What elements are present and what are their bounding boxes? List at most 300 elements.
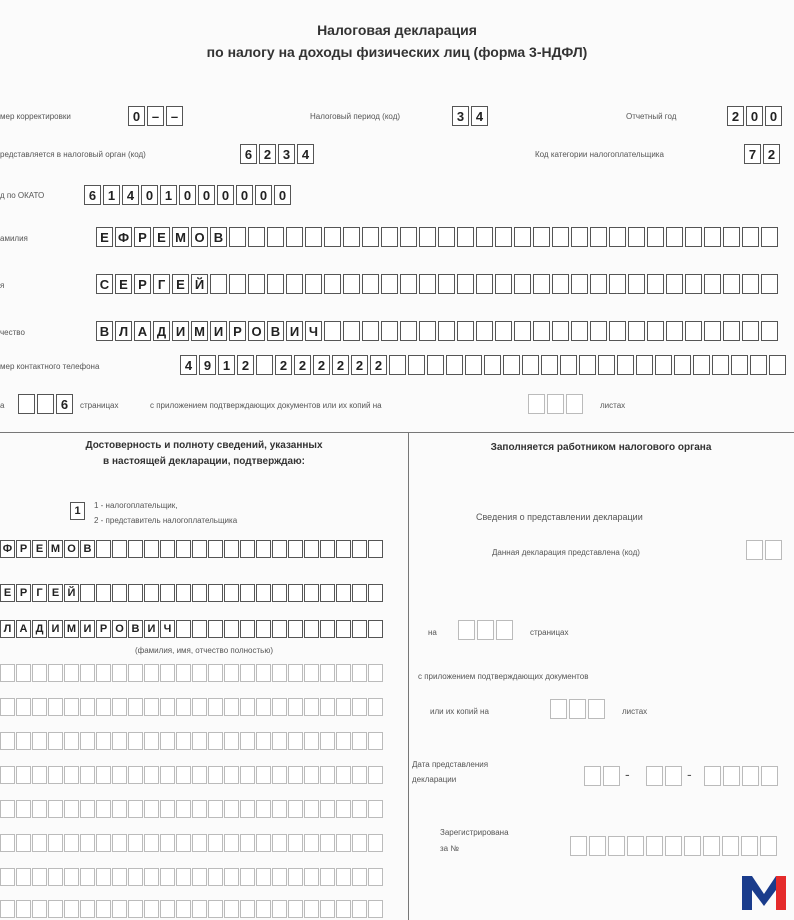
empty-row-6-cell[interactable] — [304, 834, 319, 852]
phone-boxes-cell[interactable] — [712, 355, 729, 375]
empty-row-2-cell[interactable] — [320, 698, 335, 716]
empty-row-4-cell[interactable] — [48, 766, 63, 784]
signer-row2-cell[interactable] — [352, 584, 367, 602]
name-boxes-cell[interactable] — [685, 274, 702, 294]
empty-row-7-cell[interactable] — [144, 868, 159, 886]
name-boxes-cell[interactable] — [476, 274, 493, 294]
empty-row-8-cell[interactable] — [256, 900, 271, 918]
empty-row-4-cell[interactable] — [128, 766, 143, 784]
patronymic-boxes[interactable] — [96, 321, 780, 341]
patronymic-boxes-cell[interactable] — [514, 321, 531, 341]
name-boxes-cell[interactable]: Р — [134, 274, 151, 294]
surname-boxes[interactable] — [96, 227, 780, 247]
date-day-boxes-cell[interactable] — [603, 766, 620, 786]
empty-row-6-cell[interactable] — [128, 834, 143, 852]
signer-row3-cell[interactable]: Д — [32, 620, 47, 638]
empty-row-1-cell[interactable] — [336, 664, 351, 682]
empty-row-1-cell[interactable] — [16, 664, 31, 682]
empty-row-7-cell[interactable] — [48, 868, 63, 886]
empty-row-8-cell[interactable] — [176, 900, 191, 918]
signer-code-box[interactable] — [70, 502, 86, 520]
empty-row-1[interactable] — [0, 664, 384, 682]
empty-row-1-cell[interactable] — [272, 664, 287, 682]
date-year-boxes-cell[interactable] — [723, 766, 740, 786]
empty-row-1-cell[interactable] — [368, 664, 383, 682]
empty-row-8-cell[interactable] — [160, 900, 175, 918]
empty-row-3-cell[interactable] — [224, 732, 239, 750]
signer-row1-cell[interactable] — [128, 540, 143, 558]
empty-row-1-cell[interactable] — [192, 664, 207, 682]
empty-row-4-cell[interactable] — [272, 766, 287, 784]
empty-row-2[interactable] — [0, 698, 384, 716]
right-pages-boxes-cell[interactable] — [496, 620, 513, 640]
signer-row2-cell[interactable] — [320, 584, 335, 602]
empty-row-6-cell[interactable] — [16, 834, 31, 852]
signer-row2-cell[interactable]: Е — [0, 584, 15, 602]
surname-boxes-cell[interactable] — [666, 227, 683, 247]
surname-boxes-cell[interactable] — [647, 227, 664, 247]
signer-row1-cell[interactable]: Е — [32, 540, 47, 558]
empty-row-6-cell[interactable] — [320, 834, 335, 852]
name-boxes-cell[interactable]: С — [96, 274, 113, 294]
phone-boxes-cell[interactable]: 4 — [180, 355, 197, 375]
signer-row2-cell[interactable] — [80, 584, 95, 602]
name-boxes-cell[interactable] — [628, 274, 645, 294]
signer-row1-cell[interactable] — [112, 540, 127, 558]
empty-row-2-cell[interactable] — [368, 698, 383, 716]
empty-row-8[interactable] — [0, 900, 384, 918]
empty-row-7-cell[interactable] — [64, 868, 79, 886]
signer-row3-cell[interactable] — [304, 620, 319, 638]
okato-boxes-cell[interactable]: 0 — [217, 185, 234, 205]
pages-boxes-cell[interactable] — [37, 394, 54, 414]
signer-row3-cell[interactable] — [320, 620, 335, 638]
reg-number-boxes-cell[interactable] — [646, 836, 663, 856]
name-boxes-cell[interactable] — [609, 274, 626, 294]
empty-row-8-cell[interactable] — [192, 900, 207, 918]
name-boxes-cell[interactable] — [647, 274, 664, 294]
signer-row2-cell[interactable] — [112, 584, 127, 602]
empty-row-8-cell[interactable] — [128, 900, 143, 918]
signer-row1-cell[interactable] — [288, 540, 303, 558]
empty-row-6-cell[interactable] — [80, 834, 95, 852]
surname-boxes-cell[interactable] — [324, 227, 341, 247]
signer-row3-cell[interactable] — [192, 620, 207, 638]
signer-row1-cell[interactable] — [304, 540, 319, 558]
empty-row-5-cell[interactable] — [112, 800, 127, 818]
phone-boxes-cell[interactable] — [256, 355, 273, 375]
empty-row-4-cell[interactable] — [320, 766, 335, 784]
signer-row3-cell[interactable]: В — [128, 620, 143, 638]
phone-boxes-cell[interactable] — [750, 355, 767, 375]
name-boxes-cell[interactable] — [552, 274, 569, 294]
empty-row-8-cell[interactable] — [304, 900, 319, 918]
empty-row-4-cell[interactable] — [240, 766, 255, 784]
empty-row-4-cell[interactable] — [208, 766, 223, 784]
phone-boxes-cell[interactable]: 2 — [332, 355, 349, 375]
surname-boxes-cell[interactable] — [343, 227, 360, 247]
sheets-boxes-cell[interactable] — [566, 394, 583, 414]
name-boxes-cell[interactable]: Й — [191, 274, 208, 294]
empty-row-7-cell[interactable] — [256, 868, 271, 886]
right-sheets-boxes-cell[interactable] — [550, 699, 567, 719]
patronymic-boxes-cell[interactable]: О — [248, 321, 265, 341]
empty-row-7-cell[interactable] — [304, 868, 319, 886]
phone-boxes-cell[interactable]: 9 — [199, 355, 216, 375]
empty-row-8-cell[interactable] — [208, 900, 223, 918]
surname-boxes-cell[interactable] — [609, 227, 626, 247]
period-boxes-cell[interactable]: 3 — [452, 106, 469, 126]
phone-boxes-cell[interactable] — [598, 355, 615, 375]
surname-boxes-cell[interactable]: Р — [134, 227, 151, 247]
signer-row2-cell[interactable] — [96, 584, 111, 602]
empty-row-4-cell[interactable] — [304, 766, 319, 784]
right-pages-boxes-cell[interactable] — [477, 620, 494, 640]
phone-boxes-cell[interactable] — [484, 355, 501, 375]
empty-row-5-cell[interactable] — [352, 800, 367, 818]
okato-boxes-cell[interactable]: 1 — [103, 185, 120, 205]
empty-row-8-cell[interactable] — [16, 900, 31, 918]
okato-boxes-cell[interactable]: 0 — [198, 185, 215, 205]
submitted-boxes-cell[interactable] — [746, 540, 763, 560]
surname-boxes-cell[interactable] — [533, 227, 550, 247]
surname-boxes-cell[interactable] — [628, 227, 645, 247]
signer-row1-cell[interactable] — [160, 540, 175, 558]
correction-boxes-cell[interactable]: – — [166, 106, 183, 126]
name-boxes-cell[interactable] — [761, 274, 778, 294]
signer-row2-cell[interactable] — [272, 584, 287, 602]
empty-row-7-cell[interactable] — [176, 868, 191, 886]
signer-row3-cell[interactable] — [336, 620, 351, 638]
signer-row3-cell[interactable] — [288, 620, 303, 638]
surname-boxes-cell[interactable] — [495, 227, 512, 247]
signer-row2-cell[interactable]: Й — [64, 584, 79, 602]
patronymic-boxes-cell[interactable] — [419, 321, 436, 341]
right-sheets-boxes-cell[interactable] — [588, 699, 605, 719]
empty-row-4-cell[interactable] — [288, 766, 303, 784]
date-month-boxes[interactable] — [646, 766, 684, 786]
signer-row2[interactable] — [0, 584, 384, 602]
name-boxes-cell[interactable] — [210, 274, 227, 294]
patronymic-boxes-cell[interactable] — [438, 321, 455, 341]
empty-row-3-cell[interactable] — [304, 732, 319, 750]
empty-row-5-cell[interactable] — [80, 800, 95, 818]
empty-row-1-cell[interactable] — [256, 664, 271, 682]
empty-row-4-cell[interactable] — [32, 766, 47, 784]
surname-boxes-cell[interactable] — [742, 227, 759, 247]
empty-row-5-cell[interactable] — [176, 800, 191, 818]
surname-boxes-cell[interactable]: О — [191, 227, 208, 247]
reg-number-boxes-cell[interactable] — [741, 836, 758, 856]
empty-row-4-cell[interactable] — [144, 766, 159, 784]
surname-boxes-cell[interactable] — [761, 227, 778, 247]
right-pages-boxes-cell[interactable] — [458, 620, 475, 640]
right-pages-boxes[interactable] — [458, 620, 515, 640]
patronymic-boxes-cell[interactable] — [723, 321, 740, 341]
empty-row-2-cell[interactable] — [16, 698, 31, 716]
empty-row-7-cell[interactable] — [224, 868, 239, 886]
empty-row-6-cell[interactable] — [96, 834, 111, 852]
empty-row-8-cell[interactable] — [96, 900, 111, 918]
empty-row-2-cell[interactable] — [240, 698, 255, 716]
empty-row-8-cell[interactable] — [64, 900, 79, 918]
empty-row-3-cell[interactable] — [336, 732, 351, 750]
date-month-boxes-cell[interactable] — [646, 766, 663, 786]
signer-row3-cell[interactable] — [240, 620, 255, 638]
empty-row-3-cell[interactable] — [176, 732, 191, 750]
empty-row-5-cell[interactable] — [224, 800, 239, 818]
okato-boxes-cell[interactable]: 0 — [236, 185, 253, 205]
phone-boxes-cell[interactable]: 2 — [370, 355, 387, 375]
signer-row1-cell[interactable]: М — [48, 540, 63, 558]
empty-row-7-cell[interactable] — [96, 868, 111, 886]
empty-row-8-cell[interactable] — [112, 900, 127, 918]
org-boxes-cell[interactable]: 6 — [240, 144, 257, 164]
empty-row-5-cell[interactable] — [368, 800, 383, 818]
empty-row-5-cell[interactable] — [304, 800, 319, 818]
phone-boxes[interactable] — [180, 355, 788, 375]
empty-row-2-cell[interactable] — [32, 698, 47, 716]
okato-boxes[interactable] — [84, 185, 293, 205]
name-boxes-cell[interactable]: Е — [115, 274, 132, 294]
empty-row-6-cell[interactable] — [192, 834, 207, 852]
empty-row-7-cell[interactable] — [16, 868, 31, 886]
patronymic-boxes-cell[interactable] — [552, 321, 569, 341]
empty-row-2-cell[interactable] — [208, 698, 223, 716]
empty-row-3-cell[interactable] — [112, 732, 127, 750]
empty-row-7-cell[interactable] — [368, 868, 383, 886]
phone-boxes-cell[interactable] — [541, 355, 558, 375]
empty-row-8-cell[interactable] — [336, 900, 351, 918]
org-boxes[interactable] — [240, 144, 316, 164]
empty-row-4-cell[interactable] — [176, 766, 191, 784]
sheets-boxes-cell[interactable] — [547, 394, 564, 414]
phone-boxes-cell[interactable] — [427, 355, 444, 375]
patronymic-boxes-cell[interactable]: Л — [115, 321, 132, 341]
empty-row-5-cell[interactable] — [48, 800, 63, 818]
phone-boxes-cell[interactable] — [731, 355, 748, 375]
signer-row1-cell[interactable] — [368, 540, 383, 558]
signer-row1[interactable] — [0, 540, 384, 558]
empty-row-5-cell[interactable] — [272, 800, 287, 818]
empty-row-3-cell[interactable] — [208, 732, 223, 750]
empty-row-8-cell[interactable] — [272, 900, 287, 918]
empty-row-6-cell[interactable] — [48, 834, 63, 852]
signer-row1-cell[interactable]: Р — [16, 540, 31, 558]
empty-row-2-cell[interactable] — [272, 698, 287, 716]
surname-boxes-cell[interactable] — [590, 227, 607, 247]
empty-row-1-cell[interactable] — [112, 664, 127, 682]
phone-boxes-cell[interactable] — [465, 355, 482, 375]
empty-row-3-cell[interactable] — [48, 732, 63, 750]
signer-row3-cell[interactable]: И — [48, 620, 63, 638]
patronymic-boxes-cell[interactable]: В — [267, 321, 284, 341]
empty-row-3-cell[interactable] — [64, 732, 79, 750]
patronymic-boxes-cell[interactable]: И — [210, 321, 227, 341]
phone-boxes-cell[interactable]: 2 — [275, 355, 292, 375]
signer-row1-cell[interactable]: Ф — [0, 540, 15, 558]
empty-row-3-cell[interactable] — [288, 732, 303, 750]
empty-row-1-cell[interactable] — [144, 664, 159, 682]
empty-row-5-cell[interactable] — [16, 800, 31, 818]
empty-row-7-cell[interactable] — [32, 868, 47, 886]
date-day-boxes[interactable] — [584, 766, 622, 786]
empty-row-5-cell[interactable] — [336, 800, 351, 818]
signer-row2-cell[interactable] — [240, 584, 255, 602]
empty-row-8-cell[interactable] — [80, 900, 95, 918]
empty-row-1-cell[interactable] — [160, 664, 175, 682]
signer-row3-cell[interactable] — [176, 620, 191, 638]
signer-row1-cell[interactable] — [256, 540, 271, 558]
org-boxes-cell[interactable]: 2 — [259, 144, 276, 164]
empty-row-1-cell[interactable] — [80, 664, 95, 682]
empty-row-1-cell[interactable] — [240, 664, 255, 682]
signer-row3-cell[interactable]: И — [144, 620, 159, 638]
empty-row-4-cell[interactable] — [192, 766, 207, 784]
phone-boxes-cell[interactable] — [674, 355, 691, 375]
signer-row3-cell[interactable]: Ч — [160, 620, 175, 638]
surname-boxes-cell[interactable] — [400, 227, 417, 247]
empty-row-8-cell[interactable] — [48, 900, 63, 918]
signer-row3-cell[interactable] — [224, 620, 239, 638]
empty-row-8-cell[interactable] — [288, 900, 303, 918]
empty-row-3-cell[interactable] — [240, 732, 255, 750]
empty-row-4-cell[interactable] — [96, 766, 111, 784]
name-boxes-cell[interactable] — [324, 274, 341, 294]
empty-row-1-cell[interactable] — [64, 664, 79, 682]
signer-row1-cell[interactable] — [352, 540, 367, 558]
okato-boxes-cell[interactable]: 1 — [160, 185, 177, 205]
okato-boxes-cell[interactable]: 0 — [179, 185, 196, 205]
okato-boxes-cell[interactable]: 6 — [84, 185, 101, 205]
empty-row-2-cell[interactable] — [80, 698, 95, 716]
empty-row-4-cell[interactable] — [368, 766, 383, 784]
date-year-boxes-cell[interactable] — [742, 766, 759, 786]
name-boxes-cell[interactable] — [305, 274, 322, 294]
okato-boxes-cell[interactable]: 0 — [141, 185, 158, 205]
empty-row-7-cell[interactable] — [160, 868, 175, 886]
signer-row2-cell[interactable] — [176, 584, 191, 602]
empty-row-5-cell[interactable] — [128, 800, 143, 818]
empty-row-1-cell[interactable] — [288, 664, 303, 682]
right-sheets-boxes-cell[interactable] — [569, 699, 586, 719]
empty-row-4-cell[interactable] — [64, 766, 79, 784]
surname-boxes-cell[interactable]: В — [210, 227, 227, 247]
surname-boxes-cell[interactable] — [571, 227, 588, 247]
name-boxes-cell[interactable] — [419, 274, 436, 294]
empty-row-3-cell[interactable] — [0, 732, 15, 750]
empty-row-4-cell[interactable] — [112, 766, 127, 784]
pages-boxes-cell[interactable] — [18, 394, 35, 414]
name-boxes[interactable] — [96, 274, 780, 294]
empty-row-2-cell[interactable] — [0, 698, 15, 716]
empty-row-6-cell[interactable] — [64, 834, 79, 852]
phone-boxes-cell[interactable]: 1 — [218, 355, 235, 375]
patronymic-boxes-cell[interactable] — [761, 321, 778, 341]
empty-row-7-cell[interactable] — [192, 868, 207, 886]
signer-row2-cell[interactable] — [336, 584, 351, 602]
signer-row1-cell[interactable] — [208, 540, 223, 558]
surname-boxes-cell[interactable] — [229, 227, 246, 247]
phone-boxes-cell[interactable] — [389, 355, 406, 375]
empty-row-2-cell[interactable] — [112, 698, 127, 716]
empty-row-5-cell[interactable] — [0, 800, 15, 818]
name-boxes-cell[interactable] — [229, 274, 246, 294]
name-boxes-cell[interactable] — [590, 274, 607, 294]
empty-row-6-cell[interactable] — [256, 834, 271, 852]
empty-row-6-cell[interactable] — [208, 834, 223, 852]
empty-row-5-cell[interactable] — [144, 800, 159, 818]
signer-row3-cell[interactable] — [368, 620, 383, 638]
name-boxes-cell[interactable] — [533, 274, 550, 294]
name-boxes-cell[interactable] — [723, 274, 740, 294]
empty-row-3-cell[interactable] — [256, 732, 271, 750]
name-boxes-cell[interactable]: Г — [153, 274, 170, 294]
reg-number-boxes-cell[interactable] — [665, 836, 682, 856]
patronymic-boxes-cell[interactable]: Р — [229, 321, 246, 341]
empty-row-5-cell[interactable] — [256, 800, 271, 818]
empty-row-4-cell[interactable] — [160, 766, 175, 784]
empty-row-1-cell[interactable] — [304, 664, 319, 682]
surname-boxes-cell[interactable] — [381, 227, 398, 247]
empty-row-3-cell[interactable] — [352, 732, 367, 750]
name-boxes-cell[interactable] — [666, 274, 683, 294]
signer-row2-cell[interactable] — [192, 584, 207, 602]
empty-row-5-cell[interactable] — [192, 800, 207, 818]
empty-row-5-cell[interactable] — [32, 800, 47, 818]
empty-row-3-cell[interactable] — [320, 732, 335, 750]
phone-boxes-cell[interactable]: 2 — [351, 355, 368, 375]
name-boxes-cell[interactable] — [400, 274, 417, 294]
okato-boxes-cell[interactable]: 0 — [255, 185, 272, 205]
surname-boxes-cell[interactable] — [362, 227, 379, 247]
patronymic-boxes-cell[interactable] — [362, 321, 379, 341]
org-boxes-cell[interactable]: 3 — [278, 144, 295, 164]
empty-row-5-cell[interactable] — [64, 800, 79, 818]
signer-row3-cell[interactable]: А — [16, 620, 31, 638]
phone-boxes-cell[interactable] — [503, 355, 520, 375]
empty-row-7-cell[interactable] — [128, 868, 143, 886]
name-boxes-cell[interactable] — [495, 274, 512, 294]
surname-boxes-cell[interactable] — [438, 227, 455, 247]
empty-row-7-cell[interactable] — [336, 868, 351, 886]
category-boxes-cell[interactable]: 7 — [744, 144, 761, 164]
empty-row-7-cell[interactable] — [272, 868, 287, 886]
empty-row-6-cell[interactable] — [352, 834, 367, 852]
signer-row1-cell[interactable] — [240, 540, 255, 558]
phone-boxes-cell[interactable] — [693, 355, 710, 375]
empty-row-5-cell[interactable] — [320, 800, 335, 818]
signer-row2-cell[interactable] — [368, 584, 383, 602]
empty-row-6-cell[interactable] — [144, 834, 159, 852]
empty-row-6-cell[interactable] — [336, 834, 351, 852]
surname-boxes-cell[interactable] — [419, 227, 436, 247]
empty-row-6-cell[interactable] — [240, 834, 255, 852]
signer-row1-cell[interactable] — [176, 540, 191, 558]
empty-row-4-cell[interactable] — [256, 766, 271, 784]
pages-boxes-cell[interactable]: 6 — [56, 394, 73, 414]
empty-row-3-cell[interactable] — [32, 732, 47, 750]
empty-row-5[interactable] — [0, 800, 384, 818]
empty-row-4-cell[interactable] — [16, 766, 31, 784]
empty-row-4-cell[interactable] — [336, 766, 351, 784]
patronymic-boxes-cell[interactable] — [590, 321, 607, 341]
empty-row-2-cell[interactable] — [352, 698, 367, 716]
phone-boxes-cell[interactable]: 2 — [237, 355, 254, 375]
signer-row1-cell[interactable] — [224, 540, 239, 558]
signer-row3-cell[interactable] — [208, 620, 223, 638]
signer-row2-cell[interactable] — [160, 584, 175, 602]
